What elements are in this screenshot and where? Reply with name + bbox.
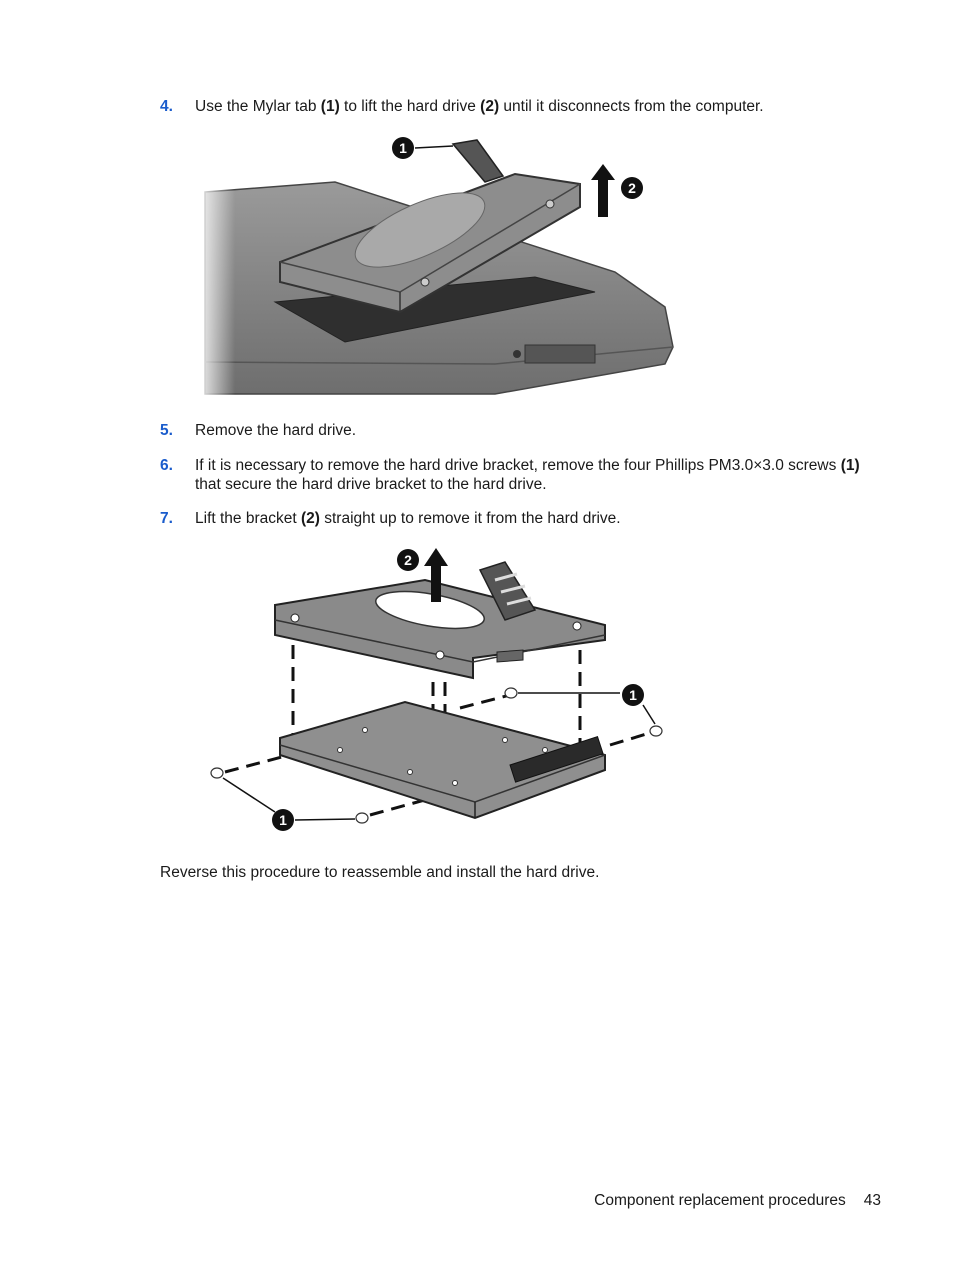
callout-2-marker [397, 549, 419, 571]
bracket-removal-illustration [205, 540, 675, 840]
svg-text:2: 2 [628, 180, 636, 196]
step-number: 7. [160, 510, 173, 527]
step-number: 6. [160, 457, 173, 474]
callout-1-marker [392, 137, 414, 159]
lift-arrow [591, 164, 615, 217]
step-5 [160, 421, 880, 440]
step-6 [160, 456, 880, 494]
callout-2-marker [621, 177, 643, 199]
svg-text:1: 1 [629, 687, 637, 703]
step-text: Lift the bracket (2) straight up to remove it from the hard drive. [195, 510, 621, 527]
step-number: 4. [160, 98, 173, 115]
footer-section-title: Component replacement procedures [594, 1192, 846, 1209]
hard-drive-removal-illustration [195, 132, 680, 402]
svg-text:1: 1 [279, 812, 287, 828]
page-footer [594, 1192, 881, 1210]
step-text: Use the Mylar tab (1) to lift the hard drive (2) until it disconnects from the computer. [195, 98, 764, 115]
step-4 [160, 97, 880, 116]
page-number: 43 [863, 1192, 881, 1209]
callout-1-marker [622, 684, 644, 706]
callout-1-marker [272, 809, 294, 831]
step-text: If it is necessary to remove the hard drive bracket, remove the four Phillips PM3.0×3.0 screws (1) that secure the hard drive bracket to the hard drive. [195, 457, 860, 493]
step-text: Remove the hard drive. [195, 422, 357, 439]
closing-note: Reverse this procedure to reassemble and install the hard drive. [160, 864, 600, 881]
svg-text:2: 2 [404, 552, 412, 568]
svg-text:1: 1 [399, 140, 407, 156]
step-7 [160, 509, 880, 528]
step-number: 5. [160, 422, 173, 439]
